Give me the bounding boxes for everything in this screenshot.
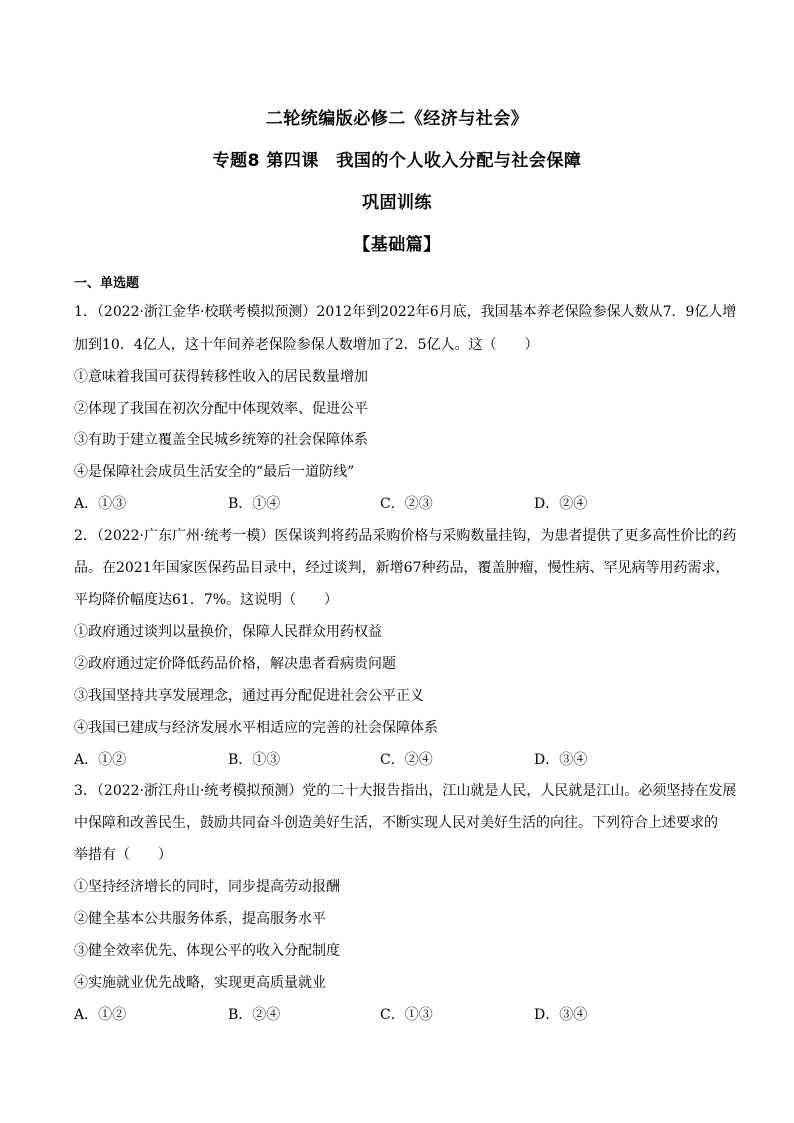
exercise-title: 巩固训练 <box>362 193 432 213</box>
q2-stem-line-3: 平均降价幅度达61．7%。这说明（ ） <box>74 592 339 608</box>
q1-option-a[interactable]: A．①③ <box>74 496 127 512</box>
q3-option-b[interactable]: B．②④ <box>228 1007 281 1023</box>
q1-option-b[interactable]: B．①④ <box>228 496 281 512</box>
q3-stem-line-2: 中保障和改善民生，鼓励共同奋斗创造美好生活，不断实现人民对美好生活的向往。下列符合上述要求的 <box>74 815 718 831</box>
q2-stem-line-1: 2．（2022·广东广州·统考一模）医保谈判将药品采购价格与采购数量挂钩，为患者提供了更多高性价比的药 <box>74 528 737 544</box>
q3-item-3: ③健全效率优先、体现公平的收入分配制度 <box>74 943 340 959</box>
q3-stem-line-3: 举措有（ ） <box>74 847 172 863</box>
section-heading: 一、单选题 <box>74 276 140 291</box>
q2-option-d[interactable]: D．③④ <box>534 752 588 768</box>
q1-item-1: ①意味着我国可获得转移性收入的居民数量增加 <box>74 369 368 385</box>
q2-stem-line-2: 品。在2021年国家医保药品目录中，经过谈判，新增67种药品，覆盖肿瘤，慢性病、罕见病等用药需求， <box>74 560 730 576</box>
q3-option-d[interactable]: D．③④ <box>534 1007 588 1023</box>
topic-title: 专题8 第四课 我国的个人收入分配与社会保障 <box>212 151 582 171</box>
q3-item-4: ④实施就业优先战略，实现更高质量就业 <box>74 975 326 991</box>
q3-option-a[interactable]: A．①② <box>74 1007 127 1023</box>
q1-stem-line-1: 1．（2022·浙江金华·校联考模拟预测）2012年到2022年6月底，我国基本养老保险参保人数从7．9亿人增 <box>74 304 737 320</box>
q3-stem-line-1: 3．（2022·浙江舟山·统考模拟预测）党的二十大报告指出，江山就是人民，人民就是江山。必须坚持在发展 <box>74 783 737 799</box>
level-title: 【基础篇】 <box>353 235 441 255</box>
q2-option-b[interactable]: B．①③ <box>228 752 281 768</box>
q2-item-4: ④我国已建成与经济发展水平相适应的完善的社会保障体系 <box>74 720 438 736</box>
document-title: 二轮统编版必修二《经济与社会》 <box>265 109 529 129</box>
q2-item-2: ②政府通过定价降低药品价格，解决患者看病贵问题 <box>74 656 396 672</box>
q3-item-2: ②健全基本公共服务体系，提高服务水平 <box>74 911 326 927</box>
q1-item-4: ④是保障社会成员生活安全的“最后一道防线” <box>74 464 355 480</box>
q2-item-1: ①政府通过谈判以量换价，保障人民群众用药权益 <box>74 624 382 640</box>
q3-option-c[interactable]: C．①③ <box>380 1007 433 1023</box>
q2-item-3: ③我国坚持共享发展理念，通过再分配促进社会公平正义 <box>74 688 424 704</box>
q1-stem-line-2: 加到10．4亿人，这十年间养老保险参保人数增加了2．5亿人。这（ ） <box>74 337 539 353</box>
q1-option-d[interactable]: D．②④ <box>534 496 588 512</box>
q2-option-c[interactable]: C．②④ <box>380 752 433 768</box>
q3-item-1: ①坚持经济增长的同时，同步提高劳动报酬 <box>74 879 340 895</box>
q1-item-2: ②体现了我国在初次分配中体现效率、促进公平 <box>74 401 368 417</box>
q2-option-a[interactable]: A．①② <box>74 752 127 768</box>
q1-option-c[interactable]: C．②③ <box>380 496 433 512</box>
q1-item-3: ③有助于建立覆盖全民城乡统筹的社会保障体系 <box>74 432 368 448</box>
